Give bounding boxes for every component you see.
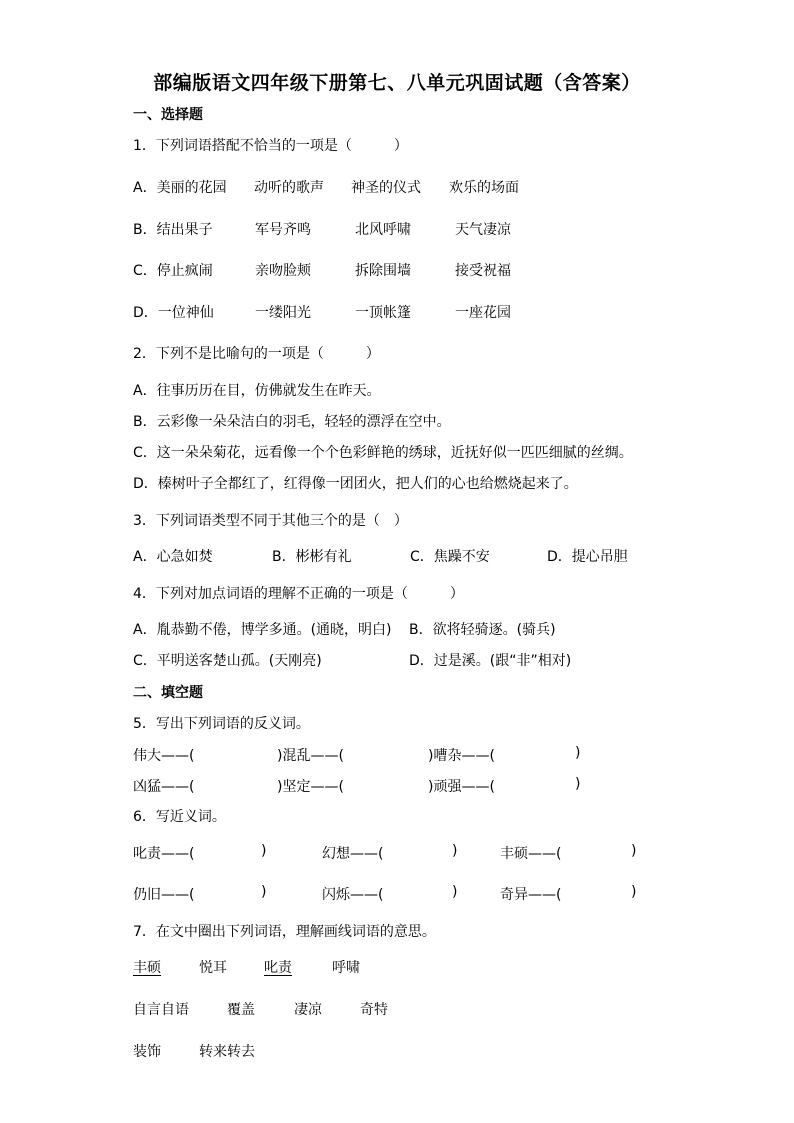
word: 悦耳 (199, 960, 227, 976)
word: 覆盖 (227, 1002, 255, 1018)
question-1-stem: 1．下列词语搭配不恰当的一项是（ ） (133, 138, 408, 154)
section-heading-choice: 一、选择题 (133, 107, 203, 123)
option-text: B．结出果子 (133, 222, 213, 238)
option-text: D．提心吊胆 (547, 549, 628, 565)
word: 转来转去 (199, 1044, 255, 1060)
question-4-stem: 4．下列对加点词语的理解不正确的一项是（ ） (133, 586, 464, 602)
option-text: C．停止疯闹 (133, 263, 213, 279)
underlined-word: 叱责 (264, 960, 292, 976)
antonym-blank[interactable]: 凶猛——( (133, 779, 195, 795)
question-2-option-c: C．这一朵朵菊花，远看像一个个色彩鲜艳的绣球，近抚好似一匹匹细腻的丝绸。 (133, 445, 633, 461)
synonym-blank[interactable]: 仍旧——( (133, 887, 195, 903)
option-text: 亲吻脸颊 (255, 263, 311, 279)
synonym-blank[interactable]: 幻想——( (322, 846, 384, 862)
synonym-blank[interactable]: 叱责——( (133, 846, 195, 862)
word: 装饰 (133, 1044, 161, 1060)
closing-paren: ) (452, 843, 458, 859)
option-text: 接受祝福 (455, 263, 511, 279)
question-7-stem: 7．在文中圈出下列词语，理解画线词语的意思。 (133, 924, 436, 940)
option-text: D．过是溪。(跟“非”相对) (409, 653, 572, 669)
closing-paren: ) (575, 745, 581, 761)
question-6-stem: 6．写近义词。 (133, 809, 226, 825)
option-text: 一缕阳光 (255, 305, 311, 321)
option-text: C．平明送客楚山孤。(天刚亮) (133, 653, 322, 669)
word: 奇特 (360, 1002, 388, 1018)
closing-paren: ) (261, 843, 267, 859)
option-text: C．焦躁不安 (410, 549, 490, 565)
option-text: 欢乐的场面 (449, 180, 519, 196)
underlined-word: 丰硕 (133, 960, 161, 976)
question-2-option-d: D．榛树叶子全都红了，红得像一团团火，把人们的心也给燃烧起来了。 (133, 476, 578, 492)
option-text: 动听的歌声 (254, 180, 324, 196)
option-text: A．心急如焚 (133, 549, 213, 565)
option-text: 一顶帐篷 (355, 305, 411, 321)
option-text: B．欲将轻骑逐。(骑兵) (409, 622, 556, 638)
option-text: 军号齐鸣 (255, 222, 311, 238)
word: 呼啸 (332, 960, 360, 976)
option-text: 北风呼啸 (355, 222, 411, 238)
section-heading-fill: 二、填空题 (133, 685, 203, 701)
synonym-blank[interactable]: 闪烁——( (322, 887, 384, 903)
option-text: A．胤恭勤不倦，博学多通。(通晓，明白) (133, 622, 392, 638)
antonym-blank[interactable]: 伟大——( (133, 748, 195, 764)
antonym-blank[interactable]: )顽强——( (428, 779, 495, 795)
option-text: 神圣的仪式 (351, 180, 421, 196)
question-2-stem: 2．下列不是比喻句的一项是（ ） (133, 346, 380, 362)
synonym-blank[interactable]: 奇异——( (500, 887, 562, 903)
antonym-blank[interactable]: )坚定——( (277, 779, 344, 795)
page-title: 部编版语文四年级下册第七、八单元巩固试题（含答案） (153, 72, 641, 94)
antonym-blank[interactable]: )嘈杂——( (428, 748, 495, 764)
option-text: B．彬彬有礼 (272, 549, 352, 565)
closing-paren: ) (631, 884, 637, 900)
option-text: A．美丽的花园 (133, 180, 227, 196)
closing-paren: ) (631, 843, 637, 859)
word: 凄凉 (294, 1002, 322, 1018)
antonym-blank[interactable]: )混乱——( (277, 748, 344, 764)
option-text: 一座花园 (455, 305, 511, 321)
question-2-option-b: B．云彩像一朵朵洁白的羽毛，轻轻的漂浮在空中。 (133, 414, 451, 430)
option-text: D．一位神仙 (133, 305, 214, 321)
closing-paren: ) (575, 776, 581, 792)
word: 自言自语 (133, 1002, 189, 1018)
synonym-blank[interactable]: 丰硕——( (500, 846, 562, 862)
option-text: 拆除围墙 (355, 263, 411, 279)
question-2-option-a: A．往事历历在目，仿佛就发生在昨天。 (133, 383, 381, 399)
option-text: 天气凄凉 (455, 222, 511, 238)
question-5-stem: 5．写出下列词语的反义词。 (133, 716, 310, 732)
closing-paren: ) (261, 884, 267, 900)
question-3-stem: 3．下列词语类型不同于其他三个的是（ ） (133, 513, 408, 529)
closing-paren: ) (452, 884, 458, 900)
